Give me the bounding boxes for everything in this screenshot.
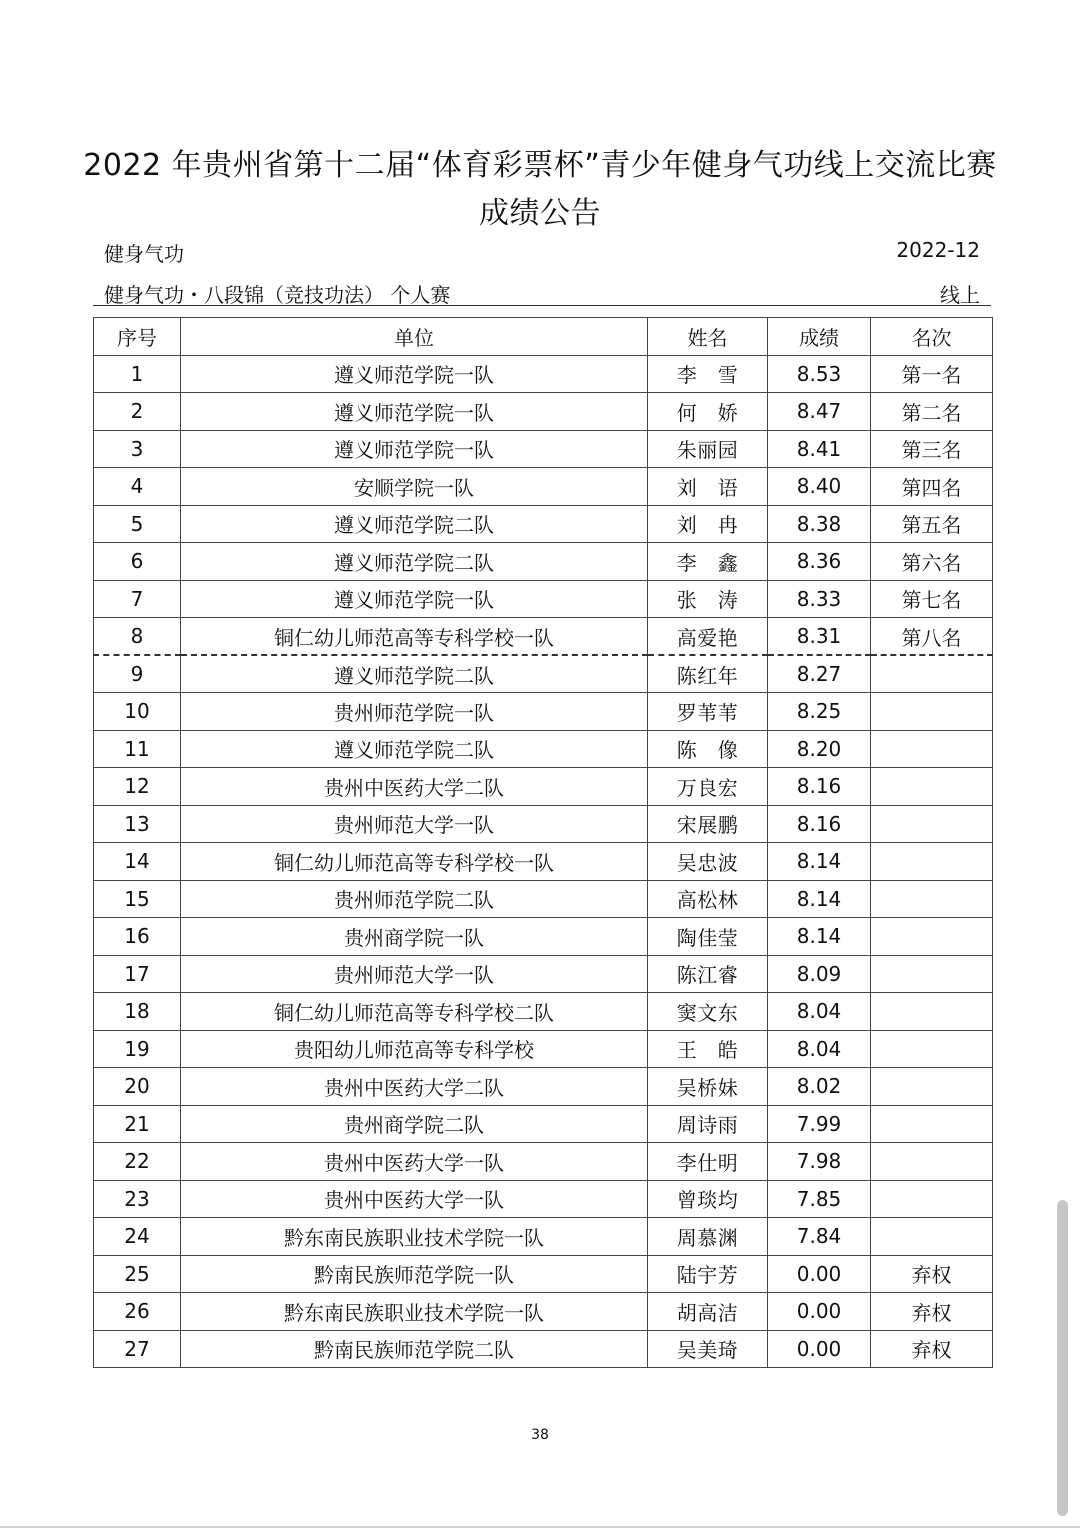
cell-rank — [871, 768, 993, 806]
cell-name: 吴忠波 — [648, 843, 768, 881]
cell-index: 17 — [94, 955, 181, 993]
cell-rank — [871, 693, 993, 731]
document-title-line1: 2022 年贵州省第十二届“体育彩票杯”青少年健身气功线上交流比赛 — [83, 148, 997, 183]
table-row — [94, 655, 993, 693]
cell-name: 陶佳莹 — [648, 918, 768, 956]
cell-unit: 遵义师范学院一队 — [181, 430, 648, 468]
table-row — [94, 1180, 993, 1218]
cell-name: 陈红年 — [648, 655, 768, 693]
cell-name: 陈 像 — [648, 730, 768, 768]
cell-index: 18 — [94, 993, 181, 1031]
table-row — [94, 430, 993, 468]
cell-score: 7.99 — [768, 1105, 871, 1143]
cell-score: 8.33 — [768, 580, 871, 618]
cell-name: 高爱艳 — [648, 618, 768, 656]
cell-index: 4 — [94, 468, 181, 506]
cell-score: 8.04 — [768, 993, 871, 1031]
cell-name: 李仕明 — [648, 1143, 768, 1181]
cell-score: 8.09 — [768, 955, 871, 993]
table-row — [94, 1330, 993, 1368]
cell-unit: 铜仁幼儿师范高等专科学校二队 — [181, 993, 648, 1031]
header-unit: 单位 — [181, 318, 648, 356]
cell-name: 何 娇 — [648, 393, 768, 431]
cell-index: 6 — [94, 543, 181, 581]
table-row — [94, 843, 993, 881]
cell-rank: 第四名 — [871, 468, 993, 506]
date-label: 2022-12 — [896, 238, 980, 262]
cell-rank — [871, 730, 993, 768]
cell-unit: 贵州中医药大学一队 — [181, 1180, 648, 1218]
category-label: 健身气功 — [104, 242, 184, 266]
cell-score: 8.25 — [768, 693, 871, 731]
table-row — [94, 505, 993, 543]
cell-index: 24 — [94, 1218, 181, 1256]
cell-name: 吴美琦 — [648, 1330, 768, 1368]
table-row — [94, 393, 993, 431]
cell-unit: 铜仁幼儿师范高等专科学校一队 — [181, 618, 648, 656]
cell-rank: 第八名 — [871, 618, 993, 656]
cell-rank — [871, 805, 993, 843]
document-title-line2: 成绩公告 — [479, 196, 601, 231]
cell-score: 8.14 — [768, 843, 871, 881]
table-row — [94, 1030, 993, 1068]
cell-index: 1 — [94, 355, 181, 393]
cell-index: 22 — [94, 1143, 181, 1181]
cell-index: 25 — [94, 1255, 181, 1293]
header-score: 成绩 — [768, 318, 871, 356]
cell-score: 8.27 — [768, 655, 871, 693]
cell-index: 27 — [94, 1330, 181, 1368]
cell-rank — [871, 993, 993, 1031]
cell-index: 14 — [94, 843, 181, 881]
cell-name: 王 皓 — [648, 1030, 768, 1068]
cell-name: 高松林 — [648, 880, 768, 918]
cell-index: 11 — [94, 730, 181, 768]
cell-index: 5 — [94, 505, 181, 543]
cell-index: 15 — [94, 880, 181, 918]
cell-name: 朱丽园 — [648, 430, 768, 468]
cell-score: 8.40 — [768, 468, 871, 506]
header-name: 姓名 — [648, 318, 768, 356]
cell-score: 8.41 — [768, 430, 871, 468]
cell-name: 周诗雨 — [648, 1105, 768, 1143]
cell-score: 8.47 — [768, 393, 871, 431]
cell-index: 12 — [94, 768, 181, 806]
cell-index: 9 — [94, 655, 181, 693]
table-row — [94, 918, 993, 956]
cell-score: 8.02 — [768, 1068, 871, 1106]
cell-unit: 贵州师范大学一队 — [181, 955, 648, 993]
cell-unit: 贵州商学院一队 — [181, 918, 648, 956]
cell-unit: 遵义师范学院一队 — [181, 393, 648, 431]
cell-score: 8.31 — [768, 618, 871, 656]
cell-name: 陆宇芳 — [648, 1255, 768, 1293]
cell-unit: 贵州师范学院二队 — [181, 880, 648, 918]
cell-score: 8.14 — [768, 880, 871, 918]
cell-name: 李 雪 — [648, 355, 768, 393]
table-row — [94, 355, 993, 393]
cell-rank — [871, 843, 993, 881]
cell-index: 20 — [94, 1068, 181, 1106]
cell-unit: 贵州师范学院一队 — [181, 693, 648, 731]
cell-name: 窦文东 — [648, 993, 768, 1031]
cell-unit: 安顺学院一队 — [181, 468, 648, 506]
cell-rank — [871, 1030, 993, 1068]
cell-name: 刘 冉 — [648, 505, 768, 543]
cell-name: 张 涛 — [648, 580, 768, 618]
cell-unit: 遵义师范学院一队 — [181, 355, 648, 393]
table-row — [94, 730, 993, 768]
cell-unit: 遵义师范学院二队 — [181, 543, 648, 581]
table-row — [94, 1293, 993, 1331]
cell-unit: 贵州中医药大学一队 — [181, 1143, 648, 1181]
cell-score: 8.38 — [768, 505, 871, 543]
cell-rank: 第六名 — [871, 543, 993, 581]
cell-index: 10 — [94, 693, 181, 731]
cell-name: 罗苇苇 — [648, 693, 768, 731]
cell-score: 0.00 — [768, 1255, 871, 1293]
cell-rank: 第七名 — [871, 580, 993, 618]
cell-rank — [871, 880, 993, 918]
cell-name: 胡高洁 — [648, 1293, 768, 1331]
cell-score: 8.14 — [768, 918, 871, 956]
table-row — [94, 993, 993, 1031]
table-row — [94, 468, 993, 506]
table-row — [94, 955, 993, 993]
cell-unit: 贵州中医药大学二队 — [181, 1068, 648, 1106]
cell-rank — [871, 1180, 993, 1218]
cell-score: 8.16 — [768, 768, 871, 806]
table-row — [94, 805, 993, 843]
results-table — [93, 317, 993, 1368]
cell-score: 8.36 — [768, 543, 871, 581]
cell-index: 26 — [94, 1293, 181, 1331]
table-row — [94, 618, 993, 656]
cell-rank — [871, 918, 993, 956]
cell-score: 8.20 — [768, 730, 871, 768]
cell-unit: 遵义师范学院二队 — [181, 505, 648, 543]
cell-rank: 弃权 — [871, 1255, 993, 1293]
cell-name: 李 鑫 — [648, 543, 768, 581]
cell-rank: 第二名 — [871, 393, 993, 431]
cell-score: 7.85 — [768, 1180, 871, 1218]
cell-score: 8.04 — [768, 1030, 871, 1068]
table-row — [94, 1068, 993, 1106]
cell-unit: 黔南民族师范学院二队 — [181, 1330, 648, 1368]
table-row — [94, 543, 993, 581]
cell-unit: 贵州师范大学一队 — [181, 805, 648, 843]
cell-unit: 贵州商学院二队 — [181, 1105, 648, 1143]
cell-name: 刘 语 — [648, 468, 768, 506]
vertical-scrollbar[interactable] — [1057, 1200, 1068, 1516]
cell-unit: 贵州中医药大学二队 — [181, 768, 648, 806]
header-divider — [93, 305, 991, 306]
cell-score: 0.00 — [768, 1293, 871, 1331]
cell-index: 2 — [94, 393, 181, 431]
cell-rank: 第五名 — [871, 505, 993, 543]
cell-rank — [871, 1105, 993, 1143]
cell-index: 21 — [94, 1105, 181, 1143]
cell-score: 0.00 — [768, 1330, 871, 1368]
cell-unit: 黔东南民族职业技术学院一队 — [181, 1293, 648, 1331]
header-index: 序号 — [94, 318, 181, 356]
table-row — [94, 880, 993, 918]
cell-rank — [871, 955, 993, 993]
cell-name: 曾琰均 — [648, 1180, 768, 1218]
cell-index: 19 — [94, 1030, 181, 1068]
cell-rank — [871, 655, 993, 693]
table-row — [94, 1143, 993, 1181]
page-number: 38 — [531, 1427, 549, 1443]
cell-unit: 铜仁幼儿师范高等专科学校一队 — [181, 843, 648, 881]
cell-index: 23 — [94, 1180, 181, 1218]
cell-rank: 弃权 — [871, 1293, 993, 1331]
cell-index: 7 — [94, 580, 181, 618]
header-rank: 名次 — [871, 318, 993, 356]
table-row — [94, 693, 993, 731]
cell-rank: 第一名 — [871, 355, 993, 393]
cell-rank — [871, 1068, 993, 1106]
cell-name: 宋展鹏 — [648, 805, 768, 843]
cell-unit: 贵阳幼儿师范高等专科学校 — [181, 1030, 648, 1068]
table-row — [94, 1105, 993, 1143]
table-row — [94, 768, 993, 806]
cell-score: 8.16 — [768, 805, 871, 843]
cell-unit: 遵义师范学院二队 — [181, 655, 648, 693]
table-header-row — [94, 318, 993, 356]
cell-name: 万良宏 — [648, 768, 768, 806]
table-row — [94, 1255, 993, 1293]
cell-index: 13 — [94, 805, 181, 843]
cell-score: 8.53 — [768, 355, 871, 393]
cell-unit: 遵义师范学院二队 — [181, 730, 648, 768]
cell-score: 7.84 — [768, 1218, 871, 1256]
cell-index: 16 — [94, 918, 181, 956]
cell-name: 陈江睿 — [648, 955, 768, 993]
cell-rank — [871, 1143, 993, 1181]
table-row — [94, 1218, 993, 1256]
cell-rank: 第三名 — [871, 430, 993, 468]
cell-name: 吴桥妹 — [648, 1068, 768, 1106]
cell-rank: 弃权 — [871, 1330, 993, 1368]
cell-unit: 黔南民族师范学院一队 — [181, 1255, 648, 1293]
cell-unit: 遵义师范学院一队 — [181, 580, 648, 618]
cell-unit: 黔东南民族职业技术学院一队 — [181, 1218, 648, 1256]
cell-index: 3 — [94, 430, 181, 468]
event-label: 健身气功・八段锦（竞技功法） 个人赛 — [104, 283, 451, 307]
cell-rank — [871, 1218, 993, 1256]
table-row — [94, 580, 993, 618]
cell-score: 7.98 — [768, 1143, 871, 1181]
cell-index: 8 — [94, 618, 181, 656]
cell-name: 周慕渊 — [648, 1218, 768, 1256]
mode-label: 线上 — [940, 283, 980, 307]
